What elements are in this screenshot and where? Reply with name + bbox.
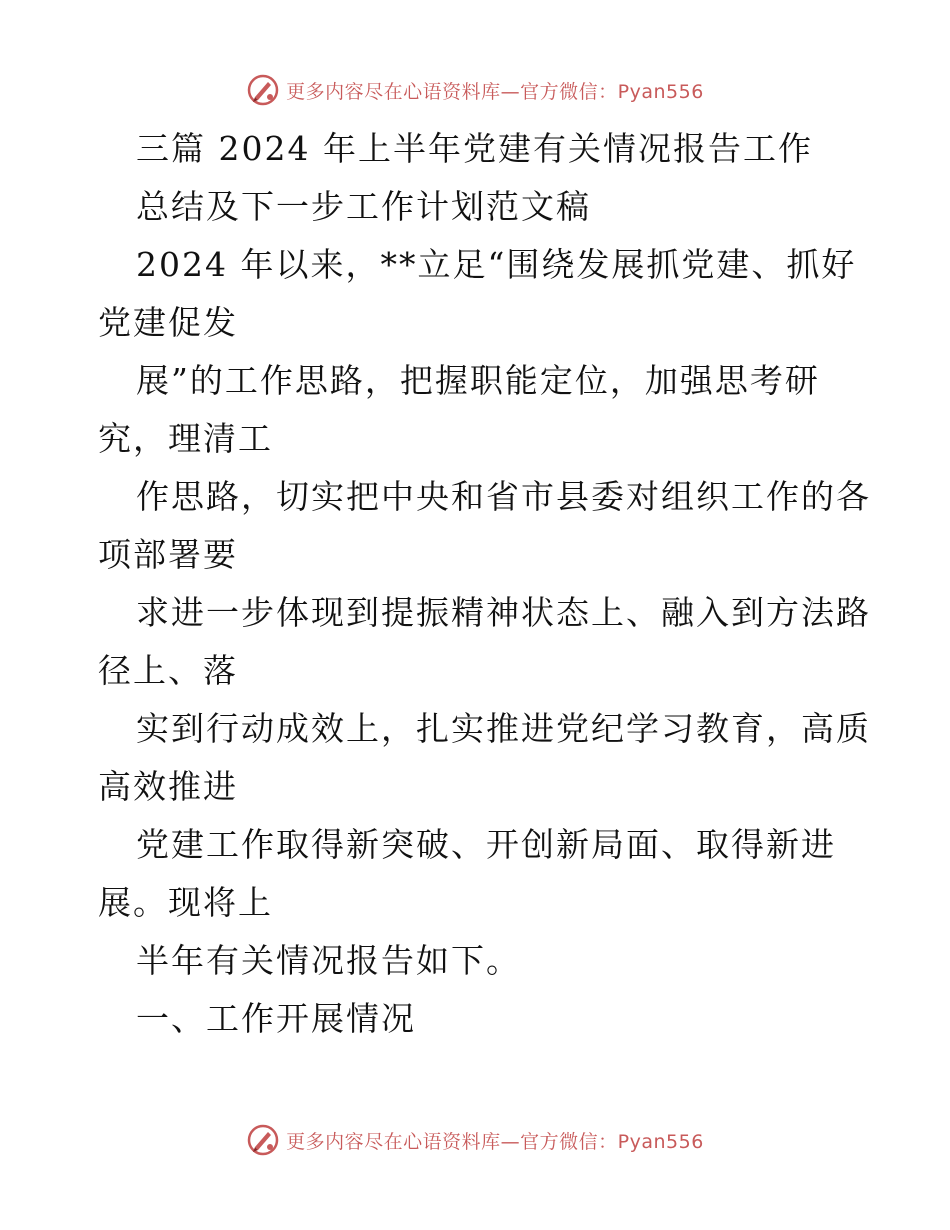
paragraph-line: 党建促发 <box>98 303 238 342</box>
document-body <box>98 120 871 1048</box>
paragraph-line: 求进一步体现到提振精神状态上、融入到方法路 <box>136 593 871 632</box>
paragraph-line: 2024 年以来，**立足“围绕发展抓党建、抓好 <box>136 245 857 284</box>
paragraph-line: 高效推进 <box>98 767 238 806</box>
paragraph-line: 实到行动成效上，扎实推进党纪学习教育，高质 <box>136 709 871 748</box>
pen-seal-icon <box>246 1123 280 1157</box>
pen-seal-icon <box>246 73 280 107</box>
paragraph-line: 半年有关情况报告如下。 <box>136 941 521 980</box>
paragraph-line: 作思路，切实把中央和省市县委对组织工作的各 <box>136 477 871 516</box>
watermark-text: 更多内容尽在心语资料库—官方微信：Pyan556 <box>286 1130 704 1153</box>
header-watermark <box>0 70 950 110</box>
paragraph-line: 径上、落 <box>98 651 238 690</box>
paragraph-line: 总结及下一步工作计划范文稿 <box>136 187 591 226</box>
paragraph-line: 展”的工作思路，把握职能定位，加强思考研 <box>136 361 820 400</box>
watermark-text: 更多内容尽在心语资料库—官方微信：Pyan556 <box>286 80 704 103</box>
paragraph-line: 一、工作开展情况 <box>136 999 416 1038</box>
footer-watermark <box>0 1120 950 1160</box>
paragraph-line: 三篇 2024 年上半年党建有关情况报告工作 <box>136 129 813 168</box>
paragraph-line: 党建工作取得新突破、开创新局面、取得新进 <box>136 825 836 864</box>
paragraph-line: 究，理清工 <box>98 419 273 458</box>
paragraph-line: 展。现将上 <box>98 883 273 922</box>
paragraph-line: 项部署要 <box>98 535 238 574</box>
